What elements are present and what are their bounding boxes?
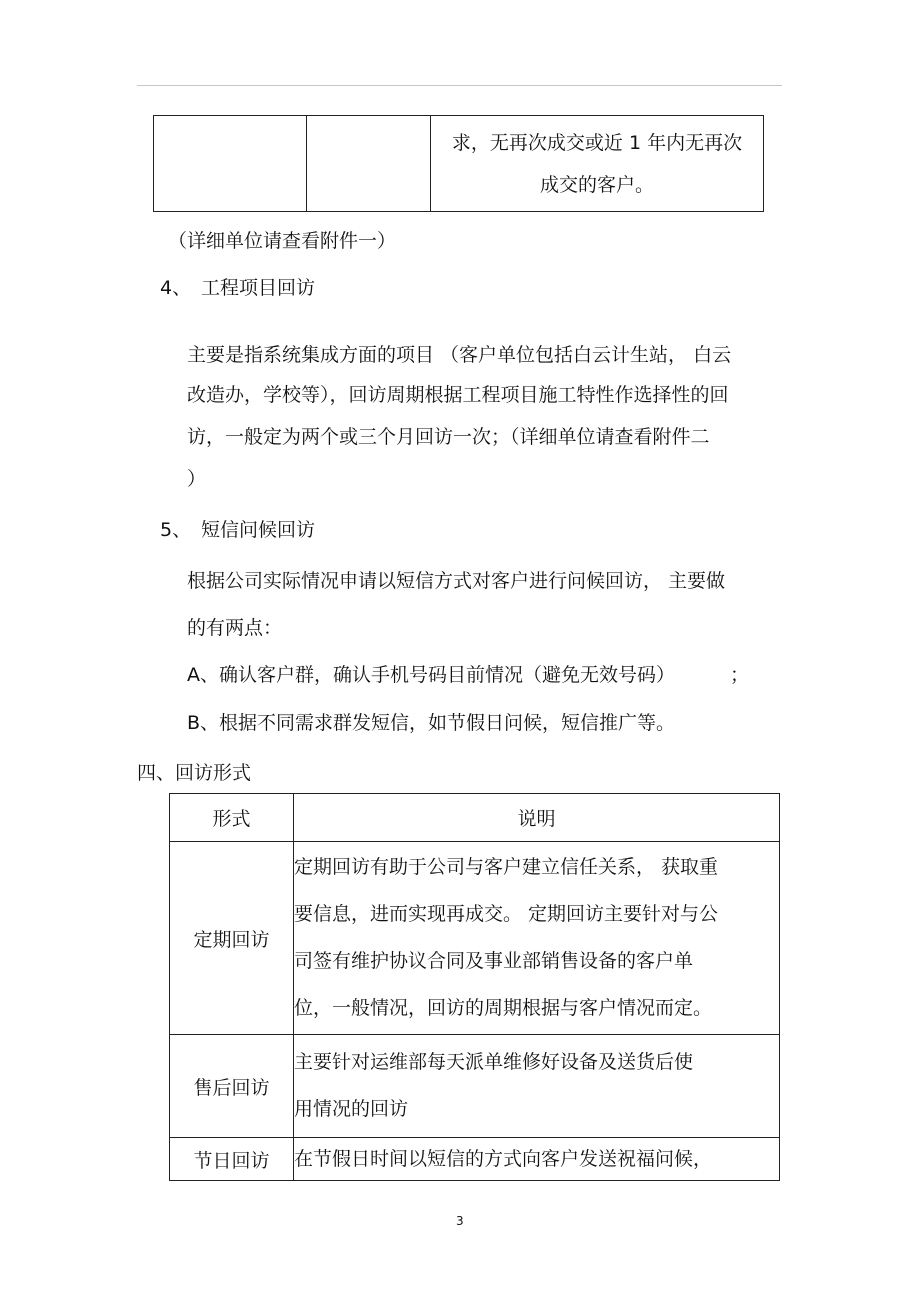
description-line: 用情况的回访 [294, 1098, 409, 1120]
header-form: 形式 [170, 794, 294, 842]
form-description [294, 1138, 780, 1181]
section-5-heading: 短信问候回访 [201, 519, 316, 541]
description-line: 定期回访有助于公司与客户建立信任关系， 获取重 [294, 856, 719, 878]
description-line: 司签有维护协议合同及事业部销售设备的客户单 [294, 950, 694, 972]
table-header-row [170, 794, 780, 842]
section-5-intro-line: 的有两点： [187, 617, 283, 639]
description-line: 主要针对运维部每天派单维修好设备及送货后使 [294, 1051, 694, 1073]
section-4-number: 4、 [160, 277, 192, 299]
table-row [170, 1138, 780, 1181]
empty-cell [154, 116, 307, 212]
criteria-line: 成交的客户。 [539, 173, 654, 196]
table-row [170, 1035, 780, 1138]
table-row [154, 116, 764, 212]
page-number: 3 [456, 1214, 464, 1228]
section-4-line: 主要是指系统集成方面的项目 （客户单位包括白云计生站， 白云 [187, 344, 732, 366]
header-rule [137, 85, 782, 86]
description-line: 要信息，进而实现再成交。 定期回访主要针对与公 [294, 903, 719, 925]
criteria-line: 求，无再次成交或近 1 年内无再次 [451, 131, 743, 154]
description-line: 位，一般情况，回访的周期根据与客户情况而定。 [294, 997, 713, 1019]
attachment-note: （详细单位请查看附件一） [168, 230, 397, 252]
form-description [294, 1035, 780, 1138]
form-name: 定期回访 [170, 842, 294, 1035]
table-row [170, 842, 780, 1035]
section-4-line: 改造办，学校等），回访周期根据工程项目施工特性作选择性的回 [187, 384, 729, 406]
description-line: 在节假日时间以短信的方式向客户发送祝福问候， [294, 1147, 713, 1170]
point-a-tail: ； [730, 664, 750, 686]
client-category-table [153, 115, 764, 212]
point-b: B、根据不同需求群发短信，如节假日问候，短信推广等。 [187, 712, 676, 734]
section-5-intro-line: 根据公司实际情况申请以短信方式对客户进行问候回访， 主要做 [187, 570, 726, 592]
point-a: A、确认客户群，确认手机号码目前情况（避免无效号码） [187, 664, 675, 686]
section-four-heading: 四、回访形式 [137, 762, 252, 784]
section-4-line: ） [187, 468, 207, 490]
empty-cell [307, 116, 431, 212]
form-name: 节日回访 [170, 1138, 294, 1181]
header-description: 说明 [294, 794, 780, 842]
criteria-cell [431, 116, 764, 212]
form-name: 售后回访 [170, 1035, 294, 1138]
section-5-number: 5、 [160, 519, 192, 541]
form-description [294, 842, 780, 1035]
visit-forms-table [169, 793, 780, 1181]
section-4-line: 访，一般定为两个或三个月回访一次；（详细单位请查看附件二 [187, 426, 710, 448]
section-4-heading: 工程项目回访 [201, 277, 316, 299]
